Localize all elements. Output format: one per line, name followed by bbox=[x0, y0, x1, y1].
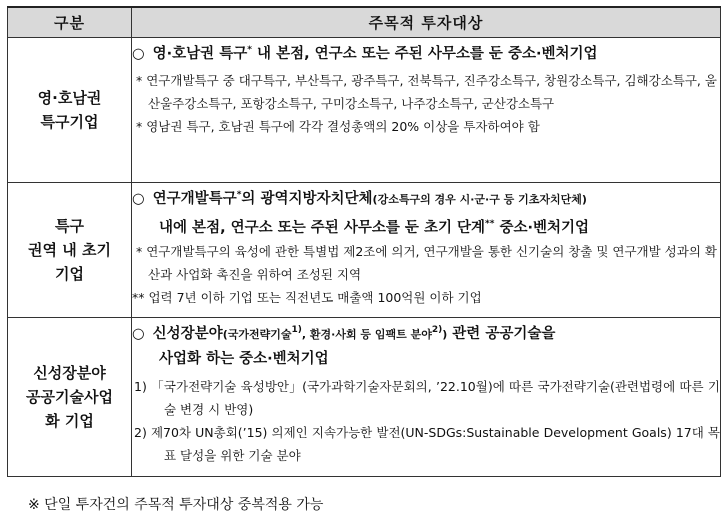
table-header-row bbox=[8, 7, 721, 38]
target-heading-line2: 사업화 하는 중소·벤처기업 bbox=[159, 350, 329, 367]
target-heading: ○ 연구개발특구*의 광역지방자치단체(강소특구의 경우 시·군·구 등 기초자치단체) bbox=[132, 190, 587, 207]
numbered-note: 1) 「국가전략기술 육성방안」(국가과학기술자문회의, ’22.10월)에 따른 국가전략기술(관련법령에 따른 기술 변경 시 반영) bbox=[134, 378, 720, 417]
bullet-circle-icon: ○ bbox=[132, 45, 145, 62]
target-heading-line2: 내에 본점, 연구소 또는 주된 사무소를 둔 초기 단계** 중소·벤처기업 bbox=[159, 218, 590, 236]
header-category: 구분 bbox=[8, 7, 132, 38]
target-cell bbox=[132, 183, 721, 318]
category-line: 특구기업 bbox=[40, 113, 99, 131]
bullet-circle-icon: ○ bbox=[132, 325, 145, 342]
header-target: 주목적 투자대상 bbox=[132, 7, 721, 38]
table-row bbox=[8, 183, 721, 318]
category-line: 기업 bbox=[55, 265, 84, 283]
category-line: 영·호남권 bbox=[37, 89, 102, 107]
numbered-note: 2) 제70차 UN총회(’15) 의제인 지속가능한 발전(UN-SDGs:Sustainable Development Goals) 17대 목표 달성을 위한 기술 분야 bbox=[134, 424, 720, 463]
footnote: ** 업력 7년 이하 기업 또는 직전년도 매출액 100억원 이하 기업 bbox=[132, 289, 482, 305]
footnote: * 연구개발특구 중 대구특구, 부산특구, 광주특구, 전북특구, 진주강소특구, 창원강소특구, 김해강소특구, 울산울주강소특구, 포항강소특구, 구미강소특구, 나주강소특구, 군산강소특구 bbox=[136, 72, 717, 111]
target-cell bbox=[132, 318, 721, 477]
table-row bbox=[8, 38, 721, 183]
target-cell bbox=[132, 38, 721, 183]
category-cell bbox=[8, 318, 132, 477]
category-line: 신성장분야 bbox=[33, 364, 106, 382]
footnote: * 연구개발특구의 육성에 관한 특별법 제2조에 의거, 연구개발을 통한 신기술의 창출 및 연구개발 성과의 확산과 사업화 촉진을 위하여 조성된 지역 bbox=[136, 243, 717, 282]
category-line: 공공기술사업 bbox=[26, 388, 113, 406]
bullet-circle-icon: ○ bbox=[132, 190, 145, 207]
category-line: 권역 내 초기 bbox=[28, 241, 111, 259]
target-heading: ○ 신성장분야(국가전략기술$^{1)}$, 환경·사회 등 임팩트 분야$^{2)}$) 관련 공공기술을 bbox=[132, 325, 556, 342]
category-cell bbox=[8, 38, 132, 183]
footnote: * 영남권 특구, 호남권 특구에 각각 결성총액의 20% 이상을 투자하여야 함 bbox=[136, 118, 540, 134]
category-line: 화 기업 bbox=[45, 412, 94, 430]
footer-note: ※ 단일 투자건의 주목적 투자대상 중복적용 가능 bbox=[28, 497, 324, 513]
category-line: 특구 bbox=[55, 217, 84, 235]
table-row bbox=[8, 318, 721, 477]
category-cell bbox=[8, 183, 132, 318]
target-heading: ○ 영·호남권 특구* 내 본점, 연구소 또는 주된 사무소를 둔 중소·벤처기업 bbox=[132, 45, 598, 62]
investment-target-table bbox=[7, 6, 721, 477]
